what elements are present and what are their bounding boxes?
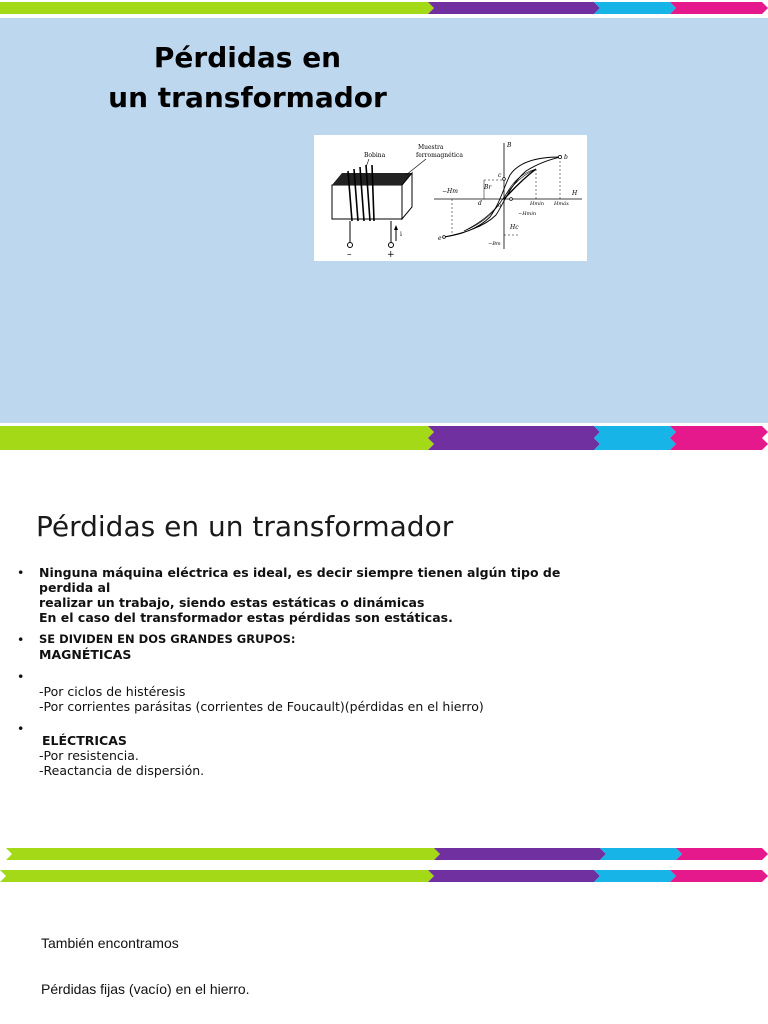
bullet-electricas: [14, 721, 574, 778]
decorative-stripe-top: [0, 2, 768, 14]
point-d-label: d: [478, 200, 482, 207]
current-label: i: [400, 231, 402, 238]
bullet-intro: [14, 565, 574, 625]
muestra-label: Muestra: [418, 144, 444, 151]
slide-3-line-1: También encontramos: [41, 935, 179, 951]
origin-label: 0: [498, 203, 502, 209]
slide-3-line-2: Pérdidas fijas (vacío) en el hierro.: [41, 981, 250, 997]
ferromagnetica-label: ferromagnética: [416, 152, 463, 159]
intro-line-3: En el caso del transformador estas pérdidas son estáticas.: [39, 610, 453, 625]
transformer-hysteresis-diagram: [314, 135, 587, 261]
decorative-stripe-slide2-bottom: [0, 848, 768, 860]
hmin-label: Hmín: [530, 201, 544, 207]
decorative-stripe-slide2-top: [0, 438, 768, 450]
elec-item-reactancia: -Reactancia de dispersión.: [39, 763, 205, 778]
intro-line-2: realizar un trabajo, siendo estas estáticas o dinámicas: [39, 595, 425, 610]
title-line-2: un transformador: [108, 81, 387, 114]
bullet-dot: •: [17, 632, 25, 647]
initial-magnetization-curve: [504, 169, 536, 199]
terminal-plus: [389, 243, 394, 248]
slide-1-title: [90, 38, 405, 118]
neg-hmin-label: −Hmín: [518, 211, 537, 217]
br-label: Br: [484, 184, 492, 191]
bullet-magneticas: [14, 669, 574, 714]
loop-lower-branch: [444, 157, 560, 237]
bobina-label: Bobina: [364, 152, 386, 159]
hmax-label: Hmáx: [554, 201, 569, 207]
decorative-stripe-slide1-bottom: [0, 426, 768, 438]
axis-h-label: H: [572, 190, 578, 197]
groups-line: SE DIVIDEN EN DOS GRANDES GRUPOS:: [39, 632, 296, 646]
magneticas-heading: MAGNÉTICAS: [39, 647, 132, 662]
axis-b-label: B: [507, 142, 512, 149]
elec-item-resistencia: -Por resistencia.: [39, 748, 139, 763]
decorative-stripe-slide3-top: [0, 870, 768, 882]
minus-label: –: [347, 250, 352, 260]
title-line-1: Pérdidas en: [153, 41, 342, 74]
point-b-label: b: [564, 154, 568, 161]
hc-label: Hc: [510, 224, 519, 231]
intro-line-1: Ninguna máquina eléctrica es ideal, es decir siempre tienen algún tipo de perdida al: [39, 565, 561, 595]
slide-2-title: Pérdidas en un transformador: [36, 510, 454, 543]
slide-2-bullet-list: [14, 565, 574, 778]
point-c-label: c: [498, 172, 502, 179]
mag-item-foucault: -Por corrientes parásitas (corrientes de Foucault)(pérdidas en el hierro): [39, 699, 484, 714]
mag-item-histeresis: -Por ciclos de histéresis: [39, 684, 186, 699]
electricas-heading: ELÉCTRICAS: [42, 733, 127, 748]
neg-bm-label: −Bm: [488, 241, 501, 247]
plus-label: +: [387, 250, 395, 260]
hysteresis-figure: [314, 135, 587, 261]
bullet-dot: •: [17, 721, 25, 736]
bullet-dot: •: [17, 565, 25, 580]
bullet-dot: •: [17, 669, 25, 684]
terminal-minus: [348, 243, 353, 248]
neg-hm-label: −Hm: [442, 188, 458, 195]
loop-upper-branch: [444, 157, 560, 237]
point-e-label: e: [438, 235, 442, 242]
bullet-groups: [14, 632, 574, 662]
